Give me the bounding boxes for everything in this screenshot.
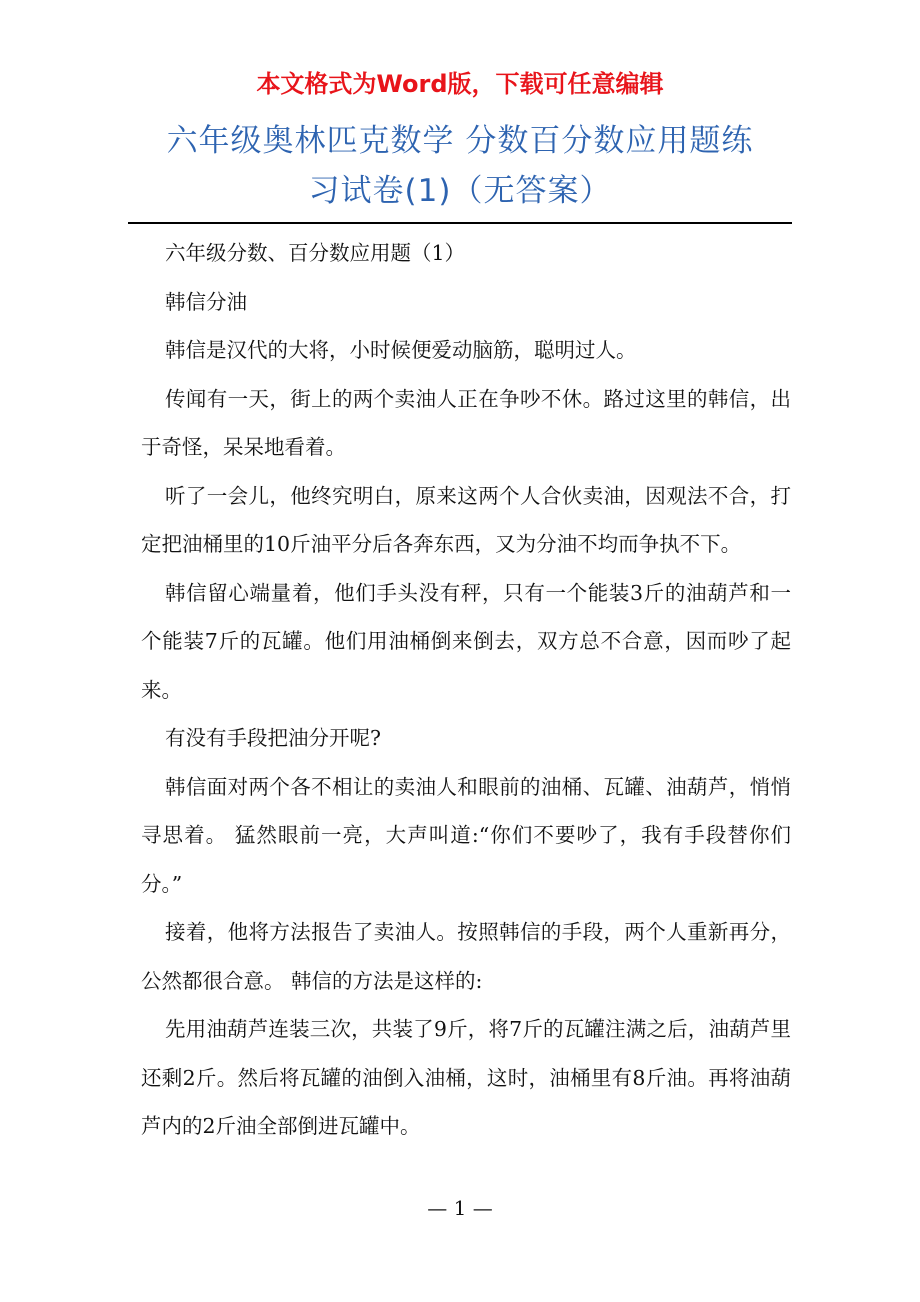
document-title [130,116,790,216]
story-title: 韩信分油 [165,289,247,314]
paragraph: 听了一会儿，他终究明白，原来这两个人合伙卖油，因观法不合，打定把油桶里的10斤油平分后各奔东西，又为分油不均而争执不下。 [141,483,791,556]
page-number: — 1 — [427,1196,493,1220]
paragraph: 先用油葫芦连装三次，共装了9斤，将7斤的瓦罐注满之后，油葫芦里还剩2斤。然后将瓦罐的油倒入油桶，这时，油桶里有8斤油。再将油葫芦内的2斤油全部倒进瓦罐中。 [141,1017,791,1138]
section-heading: 六年级分数、百分数应用题（1） [165,241,466,265]
paragraph: 接着，他将方法报告了卖油人。按照韩信的手段，两个人重新再分，公然都很合意。 韩信的方法是这样的: [141,920,791,993]
title-line-2: 习试卷(1)（无答案） [308,173,612,209]
title-line-1: 六年级奥林匹克数学 分数百分数应用题练 [166,123,754,159]
paragraph: 韩信留心端量着，他们手头没有秤，只有一个能装3斤的油葫芦和一个能装7斤的瓦罐。他们用油桶倒来倒去，双方总不合意，因而吵了起来。 [141,580,791,702]
paragraph: 传闻有一天，街上的两个卖油人正在争吵不休。路过这里的韩信，出于奇怪，呆呆地看着。 [141,386,791,459]
paragraph: 韩信是汉代的大将，小时候便爱动脑筋，聪明过人。 [165,338,637,362]
title-divider [128,222,792,224]
format-notice: 本文格式为Word版，下载可任意编辑 [256,70,664,98]
paragraph: 韩信面对两个各不相让的卖油人和眼前的油桶、瓦罐、油葫芦，悄悄寻思着。 猛然眼前一亮，大声叫道:“你们不要吵了，我有手段替你们分。” [141,774,791,896]
paragraph: 有没有手段把油分开呢? [165,726,381,750]
document-body [141,229,791,1151]
